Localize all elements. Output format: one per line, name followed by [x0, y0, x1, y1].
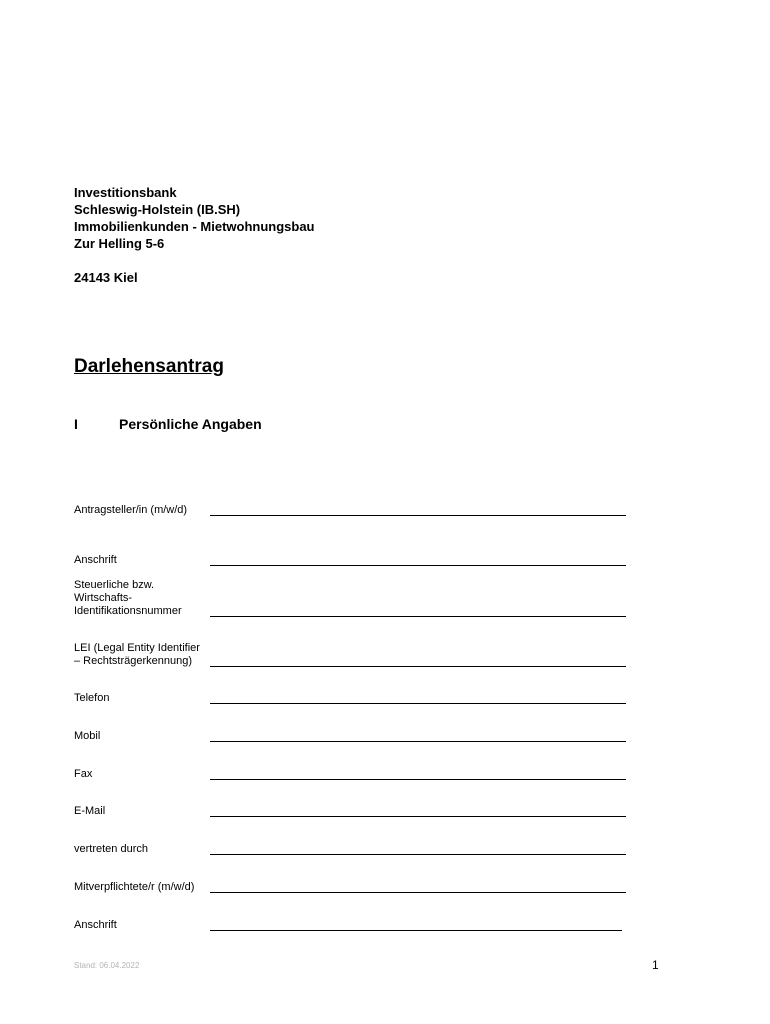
field-input-line[interactable]: [210, 565, 626, 566]
field-input-line[interactable]: [210, 816, 626, 817]
field-input-line[interactable]: [210, 892, 626, 893]
field-label: Mitverpflichtete/r (m/w/d): [74, 881, 195, 893]
field-telefon: [74, 689, 626, 705]
field-input-line[interactable]: [210, 854, 626, 855]
field-mitverpflichtete: [74, 878, 626, 894]
field-input-line[interactable]: [210, 616, 626, 617]
field-anschrift: [74, 551, 626, 567]
field-vertreten-durch: [74, 840, 626, 856]
recipient-city: 24143 Kiel: [74, 270, 138, 285]
field-label: LEI (Legal Entity Identifier – Rechtsträgerkennung): [74, 642, 200, 667]
field-steuer-id: [74, 576, 626, 618]
document-title: Darlehensantrag: [74, 356, 224, 377]
field-label: vertreten durch: [74, 843, 148, 855]
field-email: [74, 802, 626, 818]
section-number: I: [74, 416, 78, 432]
field-input-line[interactable]: [210, 779, 626, 780]
field-label: Steuerliche bzw. Wirtschafts- Identifikationsnummer: [74, 579, 182, 617]
field-mobil: [74, 727, 626, 743]
field-label: Anschrift: [74, 554, 117, 566]
recipient-line-1: Investitionsbank: [74, 185, 177, 200]
recipient-line-3: Immobilienkunden - Mietwohnungsbau: [74, 219, 315, 234]
field-label: E-Mail: [74, 805, 106, 817]
field-label: Mobil: [74, 730, 101, 742]
field-input-line[interactable]: [210, 930, 622, 931]
recipient-line-2: Schleswig-Holstein (IB.SH): [74, 202, 241, 217]
field-input-line[interactable]: [210, 515, 626, 516]
recipient-line-4: Zur Helling 5-6: [74, 236, 165, 251]
page-number: 1: [652, 958, 659, 972]
section-heading: [74, 416, 262, 432]
field-lei: [74, 639, 626, 668]
field-fax: [74, 765, 626, 781]
field-antragsteller: [74, 501, 626, 517]
field-input-line[interactable]: [210, 703, 626, 704]
field-label: Telefon: [74, 692, 110, 704]
recipient-address: [74, 184, 315, 286]
field-label: Antragsteller/in (m/w/d): [74, 504, 188, 516]
section-title: Persönliche Angaben: [119, 416, 262, 432]
footer-date: Stand: 06.04.2022: [74, 961, 140, 970]
field-anschrift-2: [74, 916, 622, 932]
field-input-line[interactable]: [210, 666, 626, 667]
field-label: Fax: [74, 768, 93, 780]
field-label: Anschrift: [74, 919, 117, 931]
field-input-line[interactable]: [210, 741, 626, 742]
